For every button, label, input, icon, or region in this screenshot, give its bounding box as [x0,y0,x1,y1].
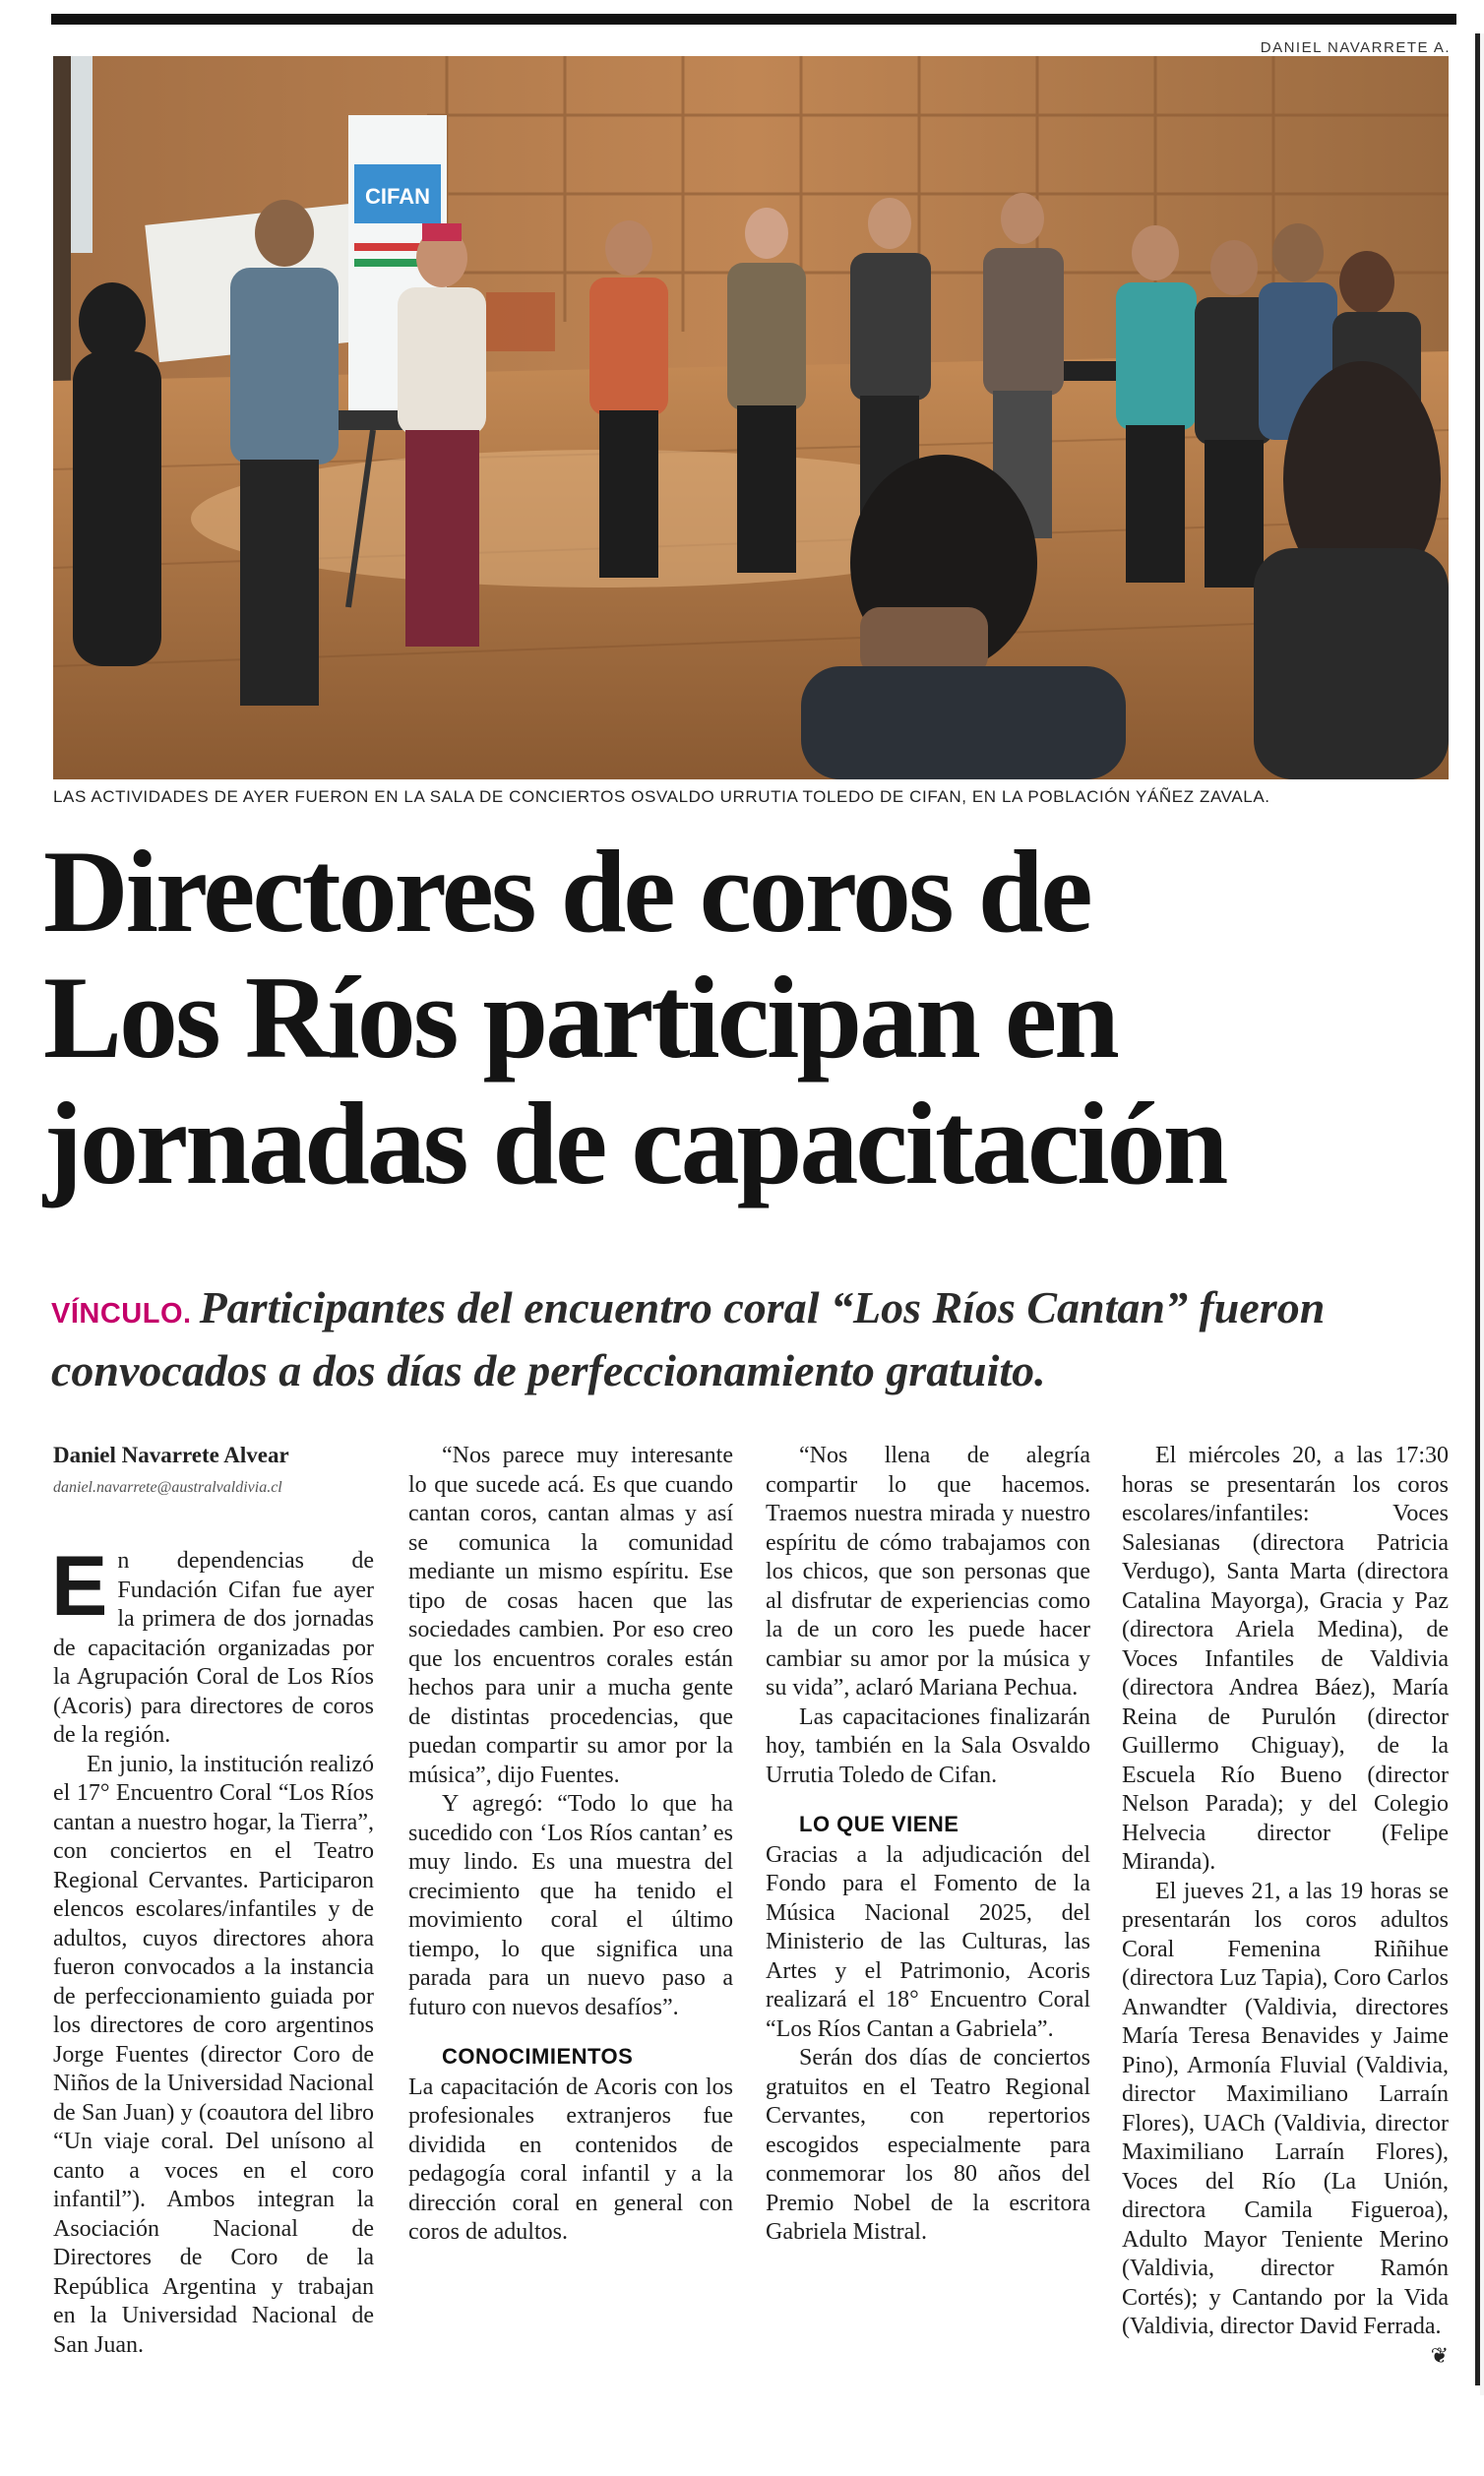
paragraph-7: Las capacitaciones finalizarán hoy, también en la Sala Osvaldo Urrutia Toledo de Cifan. [766,1703,1090,1788]
subhead-lo-que-viene: LO QUE VIENE [799,1812,959,1836]
kicker-text: Participantes del encuentro coral “Los Ríos Cantan” fueron convocados a dos días de perfeccionamiento gratuito. [51,1282,1326,1395]
end-mark-icon: ❦ [1430,2343,1449,2369]
paragraph-9: Serán dos días de conciertos gratuitos en el Teatro Regional Cervantes, con repertorios escogidos especialmente para conmemorar los 80 años del Premio Nobel de la escritora Gabriela Mistral. [766,2045,1090,2245]
byline-email: daniel.navarrete@australvaldivia.cl [53,1479,282,1496]
article-column-2 [408,1442,733,2248]
article-column-3 [766,1442,1090,2248]
choir-workshop-image [53,56,1449,779]
article-photo [53,56,1449,779]
adjacent-page-edge [1480,33,1484,2395]
article-column-1 [51,1539,374,2360]
headline [43,826,1460,1208]
banner-text: CIFAN [365,184,430,209]
paragraph-5: La capacitación de Acoris con los profesionales extranjeros fue dividida en contenidos de pedagogía coral infantil y a la dirección coral en general con coros de adultos. [408,2074,733,2245]
paragraph-8: Gracias a la adjudicación del Fondo para el Fomento de la Música Nacional 2025, del Ministerio de las Culturas, las Artes y el Patrimonio, Acoris realizará el 18° Encuentro Coral “Los Ríos Cantan a Gabriela”. [766,1841,1090,2042]
paragraph-6: “Nos llena de alegría compartir lo que hacemos. Traemos nuestra mirada y nuestro espíritu de cómo trabajamos con los chicos, que son personas que al disfrutar de experiencias como la de un coro les puede hacer cambiar su amor por la música y su vida”, aclaró Mariana Pechua. [766,1443,1090,1701]
paragraph-10: El miércoles 20, a las 17:30 horas se presentarán los coros escolares/infantiles: Voces Salesianas (directora Patricia Verdugo), Santa Marta (directora Catalina Mayorga), Gracia y Paz (directora Ariela Medina), de Voces Infantiles de Valdivia (directora Andrea Báez), María Reina de Purulón (director Guillermo Chiguay), de la Escuela Río Bueno (director Nelson Parada); y del Colegio Helvecia director (Felipe Miranda). [1122,1443,1449,1875]
headline-line-3: jornadas de capacitación [43,1078,1226,1208]
headline-line-1: Directores de coros de [43,826,1090,957]
headline-line-2: Los Ríos participan en [43,952,1117,1083]
byline-author: Daniel Navarrete Alvear [53,1443,289,1467]
photo-credit: DANIEL NAVARRETE A. [1260,39,1451,56]
kicker-tag: VÍNCULO. [51,1298,192,1330]
subhead-conocimientos: CONOCIMIENTOS [442,2044,634,2069]
photo-caption: LAS ACTIVIDADES DE AYER FUERON EN LA SALA DE CONCIERTOS OSVALDO URRUTIA TOLEDO DE CIFAN, EN LA POBLACIÓN YÁÑEZ ZAVALA. [53,787,1270,806]
paragraph-2: En junio, la institución realizó el 17° Encuentro Coral “Los Ríos cantan a nuestro hogar, la Tierra”, con conciertos en el Teatro Regional Cervantes. Participaron elencos escolares/infantiles y de adultos, cuyos directores ahora fueron convocados a la instancia de perfeccionamiento guiada por los directores de coro argentinos Jorge Fuentes (director Coro de Niños de la Universidad Nacional de San Juan) y (coautora del libro “Un viaje coral. Del unísono al canto a voces en el coro infantil”). Ambos integran la Asociación Nacional de Directores de Coro de la República Argentina y trabajan en la Universidad Nacional de San Juan. [53,1751,374,2358]
dropcap: E [51,1539,108,1634]
paragraph-11: El jueves 21, a las 19 horas se presentarán los coros adultos Coral Femenina Riñihue (directora Luz Tapia), Coro Carlos Anwandter (Valdivia, directores María Teresa Benavides y Jaime Pino), Armonía Fluvial (Valdivia, director Maximiliano Larraín Flores), UACh (Valdivia, director Maximiliano Larraín Flores), Voces del Río (La Unión, directora Camila Figueroa), Adulto Mayor Teniente Merino (Valdivia, director Ramón Cortés); y Cantando por la Vida (Valdivia, director David Ferrada. ❦ [1122,1878,1449,2342]
kicker [51,1279,1449,1399]
top-rule [51,14,1456,25]
paragraph-3: “Nos parece muy interesante lo que sucede acá. Es que cuando cantan coros, cantan almas y así se comunica la comunidad mediante un mismo espíritu. Ese tipo de cosas hacen que las sociedades cambien. Por eso creo que los encuentros corales están hechos para unir a mucha gente de distintas procedencias, que puedan compartir su amor por la música”, dijo Fuentes. [408,1443,733,1788]
article-column-4 [1122,1442,1449,2371]
paragraph-4: Y agregó: “Todo lo que ha sucedido con ‘Los Ríos cantan’ es muy lindo. Es una muestra del crecimiento que ha tenido el movimiento coral el último tiempo, lo que significa una parada para un nuevo paso a futuro con nuevos desafíos”. [408,1791,733,2020]
lead-paragraph: En dependencias de Fundación Cifan fue ayer la primera de dos jornadas de capacitación organizadas por la Agrupación Coral de Los Ríos (Acoris) para directores de coros de la región. [51,1539,374,1748]
